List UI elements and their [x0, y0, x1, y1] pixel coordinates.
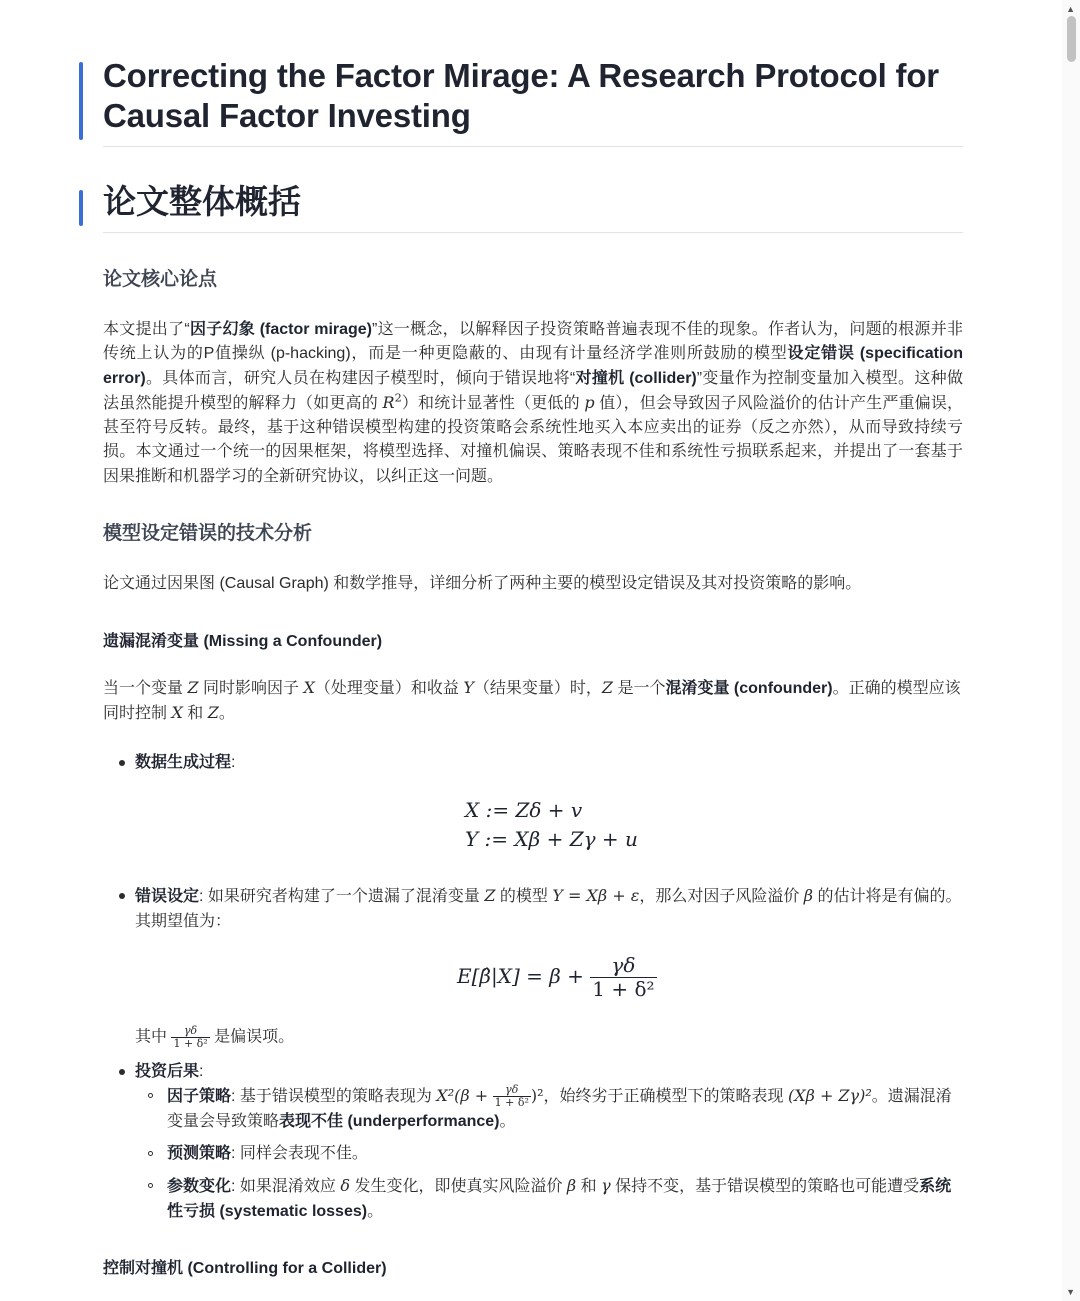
bias-note: 其中 $\frac{\gamma\delta}{\text{1 + δ²}}$ 是偏误项。 — [135, 1024, 295, 1050]
page-title: Correcting the Factor Mirage: A Research Protocol for Causal Factor Investing — [103, 57, 939, 134]
list-bullet — [119, 1069, 125, 1075]
term-confounder: 混淆变量 (confounder) — [665, 680, 833, 697]
term-factor-mirage: 因子幻象 (factor mirage) — [189, 321, 373, 338]
term-specification-error: 设定错误 (specification error) — [103, 345, 963, 387]
heading-controlling-collider: 控制对撞机 (Controlling for a Collider) — [103, 1260, 387, 1277]
sublist-bullet — [148, 1151, 153, 1156]
scroll-up-arrow-icon[interactable]: ▲ — [1066, 4, 1075, 14]
equation-dgp-x: X := Zδ + v — [465, 798, 583, 822]
term-collider: 对撞机 (collider) — [575, 369, 697, 387]
equation-expectation: E[β̂|X] = β + $\frac{\gamma\delta}{\text{1 + δ²}}$ — [457, 953, 655, 1001]
heading-missing-confounder: 遗漏混淆变量 (Missing a Confounder) — [103, 633, 383, 650]
heading-spec-analysis: 模型设定错误的技术分析 — [103, 523, 313, 544]
bias-term-fraction: $\frac{\gamma\delta}{\text{1 + δ²}}$ — [173, 1024, 208, 1050]
list-item-misspecification: 错误设定: 如果研究者构建了一个遗漏了混淆变量 Z 的模型 Y = Xβ + ε，那么对因子风险溢价 β 的估计将是有偏的。其期望值为： — [135, 886, 962, 930]
strategy-fraction: $\frac{\gamma\delta}{\text{1 + δ²}}$ — [494, 1083, 529, 1110]
sublist-item-parameter-change: 参数变化: 如果混淆效应 δ 发生变化，即使真实风险溢价 β 和 γ 保持不变，基于错误模型的策略也可能遭受系统性亏损 (systematic losses)。 — [167, 1176, 952, 1220]
section-accent-bar — [79, 190, 83, 226]
scrollbar-thumb[interactable] — [1067, 16, 1076, 62]
sublist-item-prediction-strategy: 预测策略: 同样会表现不佳。 — [167, 1145, 368, 1162]
title-divider — [103, 146, 963, 147]
equation-dgp-y: Y := Xβ + Zγ + u — [465, 827, 638, 851]
list-item-dgp: 数据生成过程: — [135, 754, 236, 771]
list-bullet — [119, 760, 125, 766]
section-divider — [103, 232, 963, 233]
sublist-bullet — [148, 1093, 153, 1098]
sublist-item-factor-strategy: 因子策略: 基于错误模型的策略表现为 X²(β + $\frac{\gamma\delta}{\text{1 + δ²}}$ )²，始终劣于正确模型下的策略表现 (Xβ + Zγ)²。遗漏混淆变量会导致策略表现不佳 (underperformance)。 — [167, 1083, 952, 1130]
list-bullet — [119, 893, 125, 899]
scroll-down-arrow-icon[interactable]: ▼ — [1066, 1287, 1075, 1297]
confounder-paragraph: 当一个变量 Z 同时影响因子 X（处理变量）和收益 Y（结果变量）时，Z 是一个混淆变量 (confounder)。正确的模型应该同时控制 X 和 Z。 — [103, 678, 961, 723]
list-item-investment: 投资后果: — [135, 1063, 204, 1080]
spec-intro-paragraph: 论文通过因果图 (Causal Graph) 和数学推导，详细分析了两种主要的模型设定错误及其对投资策略的影响。 — [103, 575, 862, 592]
section-heading-overview: 论文整体概括 — [103, 183, 301, 220]
sublist-bullet — [148, 1183, 153, 1188]
vertical-scrollbar[interactable] — [1062, 0, 1080, 1301]
bias-fraction: $\frac{\gamma\delta}{\text{1 + δ²}}$ — [592, 953, 655, 1001]
core-argument-paragraph: 本文提出了“因子幻象 (factor mirage)”这一概念，以解释因子投资策略普遍表现不佳的现象。作者认为，问题的根源并非传统上认为的P值操纵 (p-hacking)，而是一种更隐蔽的、由现有计量经济学准则所鼓励的模型设定错误 (specification error)。具体而言，研究人员在构建因子模型时，倾向于错误地将“对撞机 (collider)”变量作为控制变量加入模型。这种做法虽然能提升模型的解释力（如更高的 $R^2$）和统计显著性（更低的 p 值），但会导致因子风险溢价的估计产生严重偏误，甚至符号反转。最终，基于这种错误模型构建的投资策略会系统性地买入本应卖出的证券（反之亦然），从而导致持续亏损。本文通过一个统一的因果框架，将模型选择、对撞机偏误、策略表现不佳和系统性亏损联系起来，并提出了一套基于因果推断和机器学习的全新研究协议，以纠正这一问题。 — [103, 321, 963, 485]
title-accent-bar — [79, 62, 83, 140]
heading-core-argument: 论文核心论点 — [103, 269, 218, 290]
